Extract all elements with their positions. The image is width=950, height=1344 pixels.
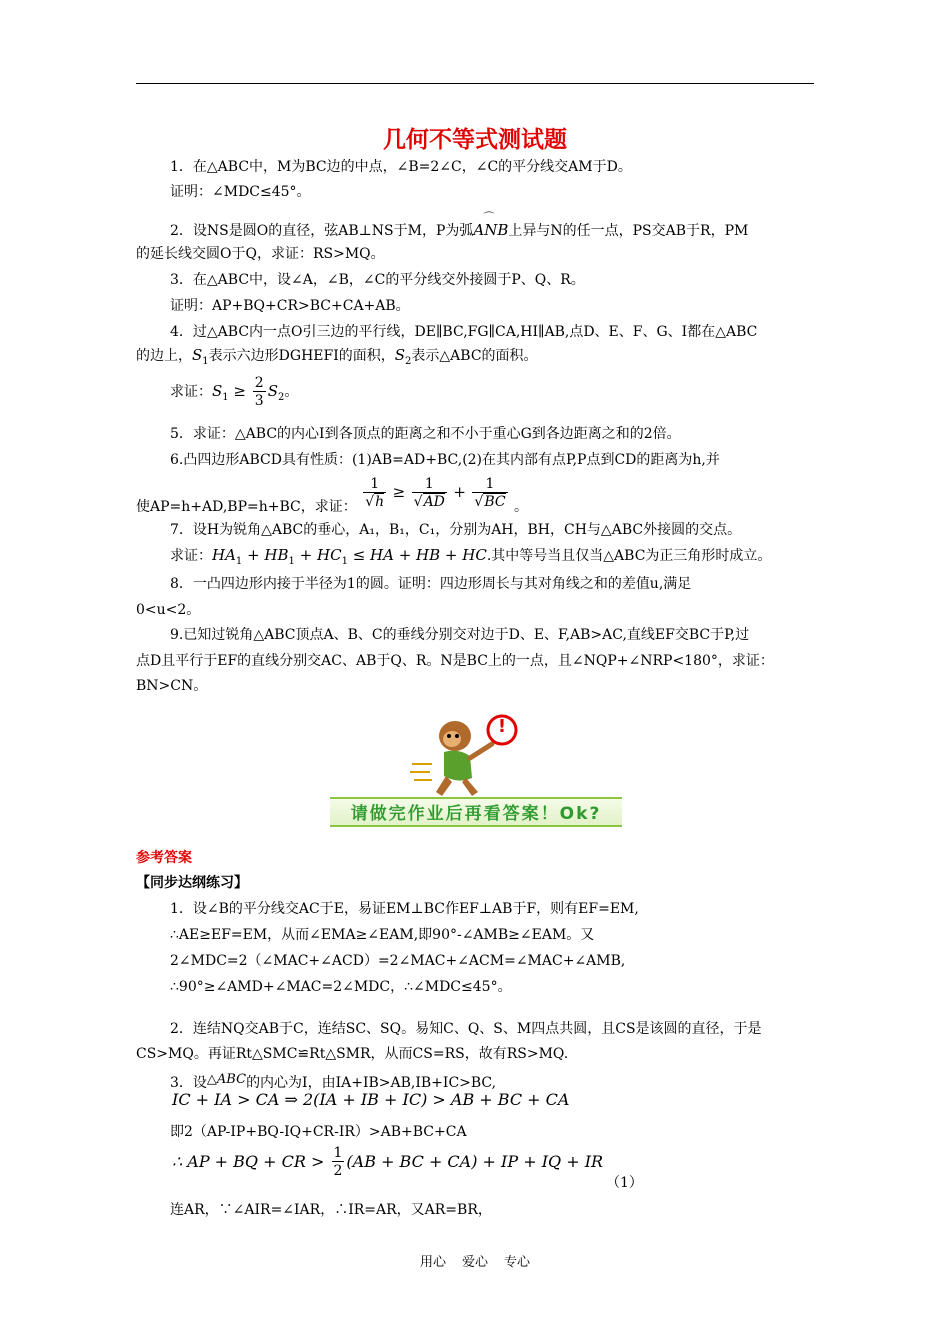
- q9-line2: 点D且平行于EF的直线分别交AC、AB于Q、R。N是BC上的一点，且∠NQP+∠NRP<180°，求证：: [136, 653, 774, 669]
- page-title: 几何不等式测试题: [383, 126, 567, 153]
- a1-line4: ∴90°≥∠AMD+∠MAC=2∠MDC，∴∠MDC≤45°。: [170, 979, 512, 995]
- q6-line1: 6.凸四边形ABCD具有性质：(1)AB=AD+BC,(2)在其内部有点P,P点到CD的距离为h,并: [170, 452, 720, 468]
- q9-line3: BN>CN。: [136, 678, 208, 694]
- q6-line2: 使AP=h+AD,BP=h+BC，求证： $\frac{1}{√h}$ ≥ $\frac{1}{√AD}$ + $\frac{1}{√BC}$ 。: [136, 475, 529, 515]
- q7-line1: 7．设H为锐角△ABC的垂心，A₁，B₁，C₁，分别为AH，BH，CH与△ABC外接圆的交点。: [170, 522, 742, 538]
- q4-line3: 求证：$S_1$ ≥ $\frac{2}{3}$ $S_2$。: [170, 374, 299, 409]
- footer-item: 用心: [419, 1255, 446, 1270]
- q5-line1: 5．求证：△ABC的内心I到各顶点的距离之和不小于重心G到各边距离之和的2倍。: [170, 426, 681, 442]
- q4-line1: 4．过△ABC内一点O引三边的平行线，DE∥BC,FG∥CA,HI∥AB,点D、E、F、G、I都在△ABC: [170, 324, 758, 340]
- footer-item: 专心: [504, 1255, 531, 1270]
- banner-text: 请做完作业后再看答案！Ok?: [350, 804, 602, 824]
- answers-heading: 参考答案: [136, 850, 192, 866]
- frac-1-sqrt-h: $\frac{1}{√h}$: [365, 475, 385, 510]
- q1-line1: 1．在△ABC中，M为BC边的中点，∠B=2∠C，∠C的平分线交AM于D。: [170, 159, 632, 175]
- q2-text-a: 2．设NS是圆O的直径，弦AB⊥NS于M，P为弧: [170, 223, 474, 239]
- frac-1-sqrt-bc: $\frac{1}{√BC}$: [474, 475, 506, 510]
- frac-1-sqrt-ad: $\frac{1}{√AD}$: [413, 475, 445, 510]
- q7-line2: 求证：$HA_1 + HB_1 + HC_1$ ≤ HA + HB + HC.其中等号当且仅当△ABC为正三角形时成立。: [170, 546, 772, 567]
- cartoon-illustration: [380, 712, 530, 802]
- exclaim-mark: !: [497, 716, 507, 737]
- eq-number: （1）: [606, 1175, 643, 1191]
- q2-line2: 的延长线交圆O于Q，求证：RS>MQ。: [136, 246, 385, 262]
- a3-eq1: IC + IA > CA ⇒ 2(IA + IB + IC) > AB + BC + CA: [172, 1090, 570, 1109]
- page-footer: [0, 1251, 950, 1270]
- header-rule: [136, 83, 814, 84]
- arc-anb: ⌒ ANB: [473, 211, 509, 239]
- frac-one-half: $\frac{1}{2}$: [333, 1145, 343, 1179]
- a2-line2: CS>MQ。再证Rt△SMC≌Rt△SMR，从而CS=RS，故有RS>MQ.: [136, 1046, 569, 1062]
- q3-line1: 3．在△ABC中，设∠A，∠B，∠C的平分线交外接圆于P、Q、R。: [170, 272, 585, 288]
- q1-line2: 证明：∠MDC≤45°。: [170, 184, 311, 200]
- frac-two-thirds: $\frac{2}{3}$: [254, 374, 264, 409]
- a3-line1: 3．设△ABC的内心为I，由IA+IB>AB,IB+IC>BC,: [170, 1072, 497, 1091]
- sync-heading: 【同步达纲练习】: [136, 875, 248, 891]
- a1-line1: 1．设∠B的平分线交AC于E，易证EM⊥BC作EF⊥AB于F，则有EF=EM,: [170, 901, 639, 917]
- a1-line3: 2∠MDC=2（∠MAC+∠ACD）=2∠MAC+∠ACM=∠MAC+∠AMB,: [170, 953, 626, 969]
- footer-item: 爱心: [461, 1255, 488, 1270]
- q3-line2: 证明：AP+BQ+CR>BC+CA+AB。: [170, 298, 410, 314]
- a2-line1: 2．连结NQ交AB于C，连结SC、SQ。易知C、Q、S、M四点共圆，且CS是该圆的直径，于是: [170, 1021, 762, 1037]
- q4-line2: 的边上，$S_1$表示六边形DGHEFI的面积，$S_2$表示△ABC的面积。: [136, 346, 538, 367]
- q2-text-b: 上异与N的任一点，PS交AB于R，PM: [508, 223, 749, 239]
- a3-eq2: ∴ AP + BQ + CR > $\frac{1}{2}$ (AB + BC + CA) + IP + IQ + IR: [172, 1145, 604, 1179]
- q2-line1: [170, 211, 749, 240]
- arc-cap: ⌒: [483, 211, 495, 224]
- q8-line2: 0<u<2。: [136, 602, 201, 618]
- q9-line1: 9.已知过锐角△ABC顶点A、B、C的垂线分别交对边于D、E、F,AB>AC,直线EF交BC于P,过: [170, 627, 750, 643]
- a3-line5: 连AR，∵∠AIR=∠IAR，∴IR=AR，又AR=BR，: [170, 1202, 492, 1218]
- a1-line2: ∴AE≥EF=EM，从而∠EMA≥∠EAM,即90°-∠AMB≥∠EAM。又: [170, 927, 595, 943]
- a3-line3: 即2（AP-IP+BQ-IQ+CR-IR）>AB+BC+CA: [170, 1124, 467, 1140]
- q8-line1: 8．一凸四边形内接于半径为1的圆。证明：四边形周长与其对角线之和的差值u,满足: [170, 576, 692, 592]
